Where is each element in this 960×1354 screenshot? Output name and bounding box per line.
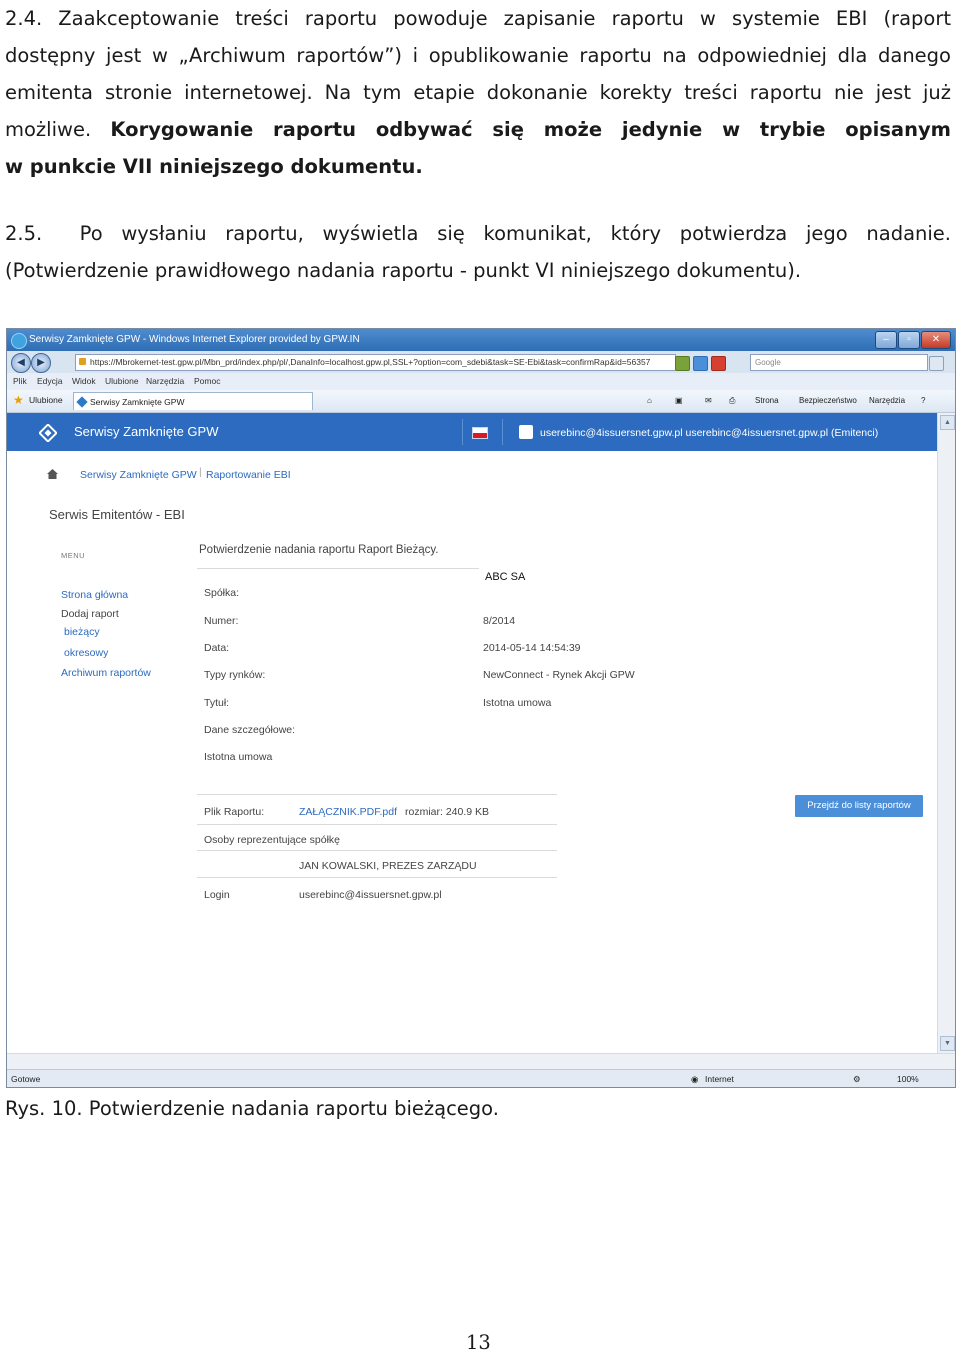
- search-icon[interactable]: [929, 356, 944, 371]
- protected-mode-icon[interactable]: ⚙: [853, 1074, 861, 1084]
- market-value: NewConnect - Rynek Akcji GPW: [483, 669, 635, 681]
- security-report-icon[interactable]: [675, 356, 690, 371]
- back-button[interactable]: ◀: [11, 353, 31, 373]
- help-icon[interactable]: ?: [921, 396, 926, 405]
- divider: [197, 877, 557, 878]
- breadcrumb-serwisy[interactable]: Serwisy Zamknięte GPW: [80, 469, 197, 481]
- menu-strona-glowna[interactable]: Strona główna: [61, 589, 129, 601]
- subject-value: Istotna umowa: [483, 697, 552, 709]
- lock-icon: [79, 358, 86, 365]
- stop-icon[interactable]: [711, 356, 726, 371]
- breadcrumb-raportowanie[interactable]: Raportowanie EBI: [206, 469, 291, 481]
- date-label: Data:: [204, 642, 230, 654]
- number-value: 8/2014: [483, 615, 516, 627]
- refresh-icon[interactable]: [693, 356, 708, 371]
- para24-line4-bold: Korygowanie raportu odbywać się może jedynie w trybie opisanym: [110, 118, 951, 141]
- menu-widok[interactable]: Widok: [72, 376, 96, 386]
- scroll-up-icon[interactable]: ▲: [940, 415, 955, 430]
- paragraph-2-5: [5, 215, 951, 289]
- browser-screenshot: [6, 328, 956, 1088]
- address-bar-row: [7, 351, 955, 373]
- login-value: userebinc@4issuersnet.gpw.pl: [299, 889, 442, 901]
- reps-value: JAN KOWALSKI, PREZES ZARZĄDU: [299, 860, 477, 872]
- para24-number: 2.4.: [5, 7, 43, 30]
- ie-logo-icon: [11, 333, 27, 349]
- gpw-favicon-icon: [76, 396, 87, 407]
- address-url: https://Mbrokernet-test.gpw.pl/Mbn_prd/index.php/pl/,DanaInfo=localhost.gpw.pl,SSL+?option=com_sdebi&task=SE-Ebi&task=confirmRap&id=56357: [90, 357, 651, 367]
- para25-line2: (Potwierdzenie prawidłowego nadania raportu - punkt VI niniejszego dokumentu).: [5, 259, 802, 282]
- favorites-label: Ulubione: [29, 395, 63, 405]
- menu-heading: MENU: [61, 551, 86, 560]
- menu-bar: [7, 373, 955, 390]
- forward-button[interactable]: ▶: [31, 353, 51, 373]
- market-label: Typy rynków:: [204, 669, 266, 681]
- site-header: [7, 413, 937, 451]
- figure-caption: Rys. 10. Potwierdzenie nadania raportu bieżącego.: [5, 1097, 499, 1120]
- command-narzedzia[interactable]: Narzędzia: [869, 396, 906, 405]
- user-info[interactable]: userebinc@4issuersnet.gpw.pl userebinc@4issuersnet.gpw.pl (Emitenci): [540, 427, 879, 439]
- status-text: Gotowe: [11, 1074, 41, 1084]
- gpw-logo-icon: [39, 424, 57, 442]
- file-link[interactable]: ZAŁĄCZNIK.PDF.pdf: [299, 806, 398, 818]
- details-value: Istotna umowa: [204, 751, 273, 763]
- menu-narzedzia[interactable]: Narzędzia: [146, 376, 185, 386]
- menu-ulubione[interactable]: Ulubione: [105, 376, 139, 386]
- home-icon[interactable]: ⌂: [647, 396, 652, 405]
- browser-tab[interactable]: [73, 392, 313, 410]
- breadcrumb-separator: |: [199, 466, 202, 478]
- para24-line1-text: Zaakceptowanie treści raportu powoduje zapisanie raportu w systemie EBI (raport: [58, 7, 951, 30]
- page-viewport: [7, 413, 955, 1069]
- favorites-bar: [7, 390, 955, 413]
- reps-label: Osoby reprezentujące spółkę: [204, 834, 340, 846]
- para25-line1-text: Po wysłaniu raportu, wyświetla się komunikat, który potwierdza jego nadanie.: [79, 222, 951, 245]
- command-strona[interactable]: Strona: [755, 396, 779, 405]
- maximize-button[interactable]: ▫: [898, 331, 920, 349]
- security-zone: Internet: [705, 1074, 734, 1084]
- company-value: ABC SA: [479, 567, 575, 587]
- menu-archiwum[interactable]: Archiwum raportów: [61, 667, 151, 679]
- search-placeholder: Google: [755, 358, 781, 367]
- menu-okresowy[interactable]: okresowy: [64, 647, 109, 659]
- page-number: 13: [466, 1331, 491, 1354]
- details-label: Dane szczegółowe:: [204, 724, 296, 736]
- window-title: Serwisy Zamknięte GPW - Windows Internet Explorer provided by GPW.IN: [29, 334, 360, 345]
- minimize-button[interactable]: –: [875, 331, 897, 349]
- file-size: rozmiar: 240.9 KB: [405, 806, 490, 818]
- close-window-button[interactable]: ✕: [921, 331, 951, 349]
- header-separator: [462, 419, 463, 445]
- divider: [197, 794, 557, 795]
- tab-label: Serwisy Zamknięte GPW: [90, 397, 185, 407]
- para24-line1: [5, 0, 951, 37]
- status-bar: [7, 1069, 955, 1088]
- login-label: Login: [204, 889, 230, 901]
- number-label: Numer:: [204, 615, 239, 627]
- page-title: Serwis Emitentów - EBI: [49, 507, 185, 522]
- print-icon[interactable]: ⎙: [729, 396, 736, 405]
- user-icon: [519, 425, 533, 439]
- address-input[interactable]: [75, 354, 676, 371]
- horizontal-scrollbar[interactable]: [7, 1053, 955, 1070]
- para24-line2: dostępny jest w „Archiwum raportów”) i opublikowanie raportu na odpowiedniej dla danego: [5, 44, 951, 67]
- confirmation-title: Potwierdzenie nadania raportu Raport Bieżący.: [199, 544, 439, 556]
- command-bezpieczenstwo[interactable]: Bezpieczeństwo: [799, 396, 857, 405]
- favorites-button[interactable]: [11, 393, 63, 408]
- mail-icon[interactable]: ✉: [705, 396, 712, 405]
- go-to-reports-list-button[interactable]: Przejdź do listy raportów: [795, 795, 923, 817]
- para24-line5-bold: w punkcie VII niniejszego dokumentu.: [5, 155, 423, 178]
- subject-label: Tytuł:: [204, 697, 230, 709]
- menu-edycja[interactable]: Edycja: [37, 376, 63, 386]
- menu-biezacy[interactable]: bieżący: [64, 626, 100, 638]
- star-icon: ★: [13, 393, 24, 407]
- search-input[interactable]: [750, 354, 928, 371]
- divider: [197, 824, 557, 825]
- scroll-down-icon[interactable]: ▼: [940, 1036, 955, 1051]
- vertical-scrollbar[interactable]: [937, 413, 956, 1053]
- site-title: Serwisy Zamknięte GPW: [74, 424, 219, 439]
- paragraph-2-4: [5, 0, 951, 185]
- menu-dodaj-raport: Dodaj raport: [61, 608, 119, 620]
- polish-flag-icon[interactable]: [472, 427, 488, 439]
- header-separator: [502, 419, 503, 445]
- home-icon[interactable]: [47, 469, 58, 479]
- para24-line3: emitenta stronie internetowej. Na tym etapie dokonanie korekty treści raportu nie jest już: [5, 81, 951, 104]
- para24-line4-plain: możliwe.: [5, 118, 92, 141]
- menu-pomoc[interactable]: Pomoc: [194, 376, 221, 386]
- date-value: 2014-05-14 14:54:39: [483, 642, 581, 654]
- feeds-icon[interactable]: ▣: [675, 396, 683, 405]
- para24-line4: [5, 111, 951, 148]
- para25-line1: [5, 215, 951, 252]
- internet-zone-icon: ◉: [691, 1074, 699, 1084]
- para25-number: 2.5.: [5, 222, 43, 245]
- file-label: Plik Raportu:: [204, 806, 265, 818]
- window-titlebar: [7, 329, 955, 351]
- company-label: Spółka:: [204, 587, 240, 599]
- menu-plik[interactable]: Plik: [13, 376, 27, 386]
- para24-line5: [5, 148, 951, 185]
- divider: [197, 850, 557, 851]
- zoom-level[interactable]: 100%: [897, 1074, 919, 1084]
